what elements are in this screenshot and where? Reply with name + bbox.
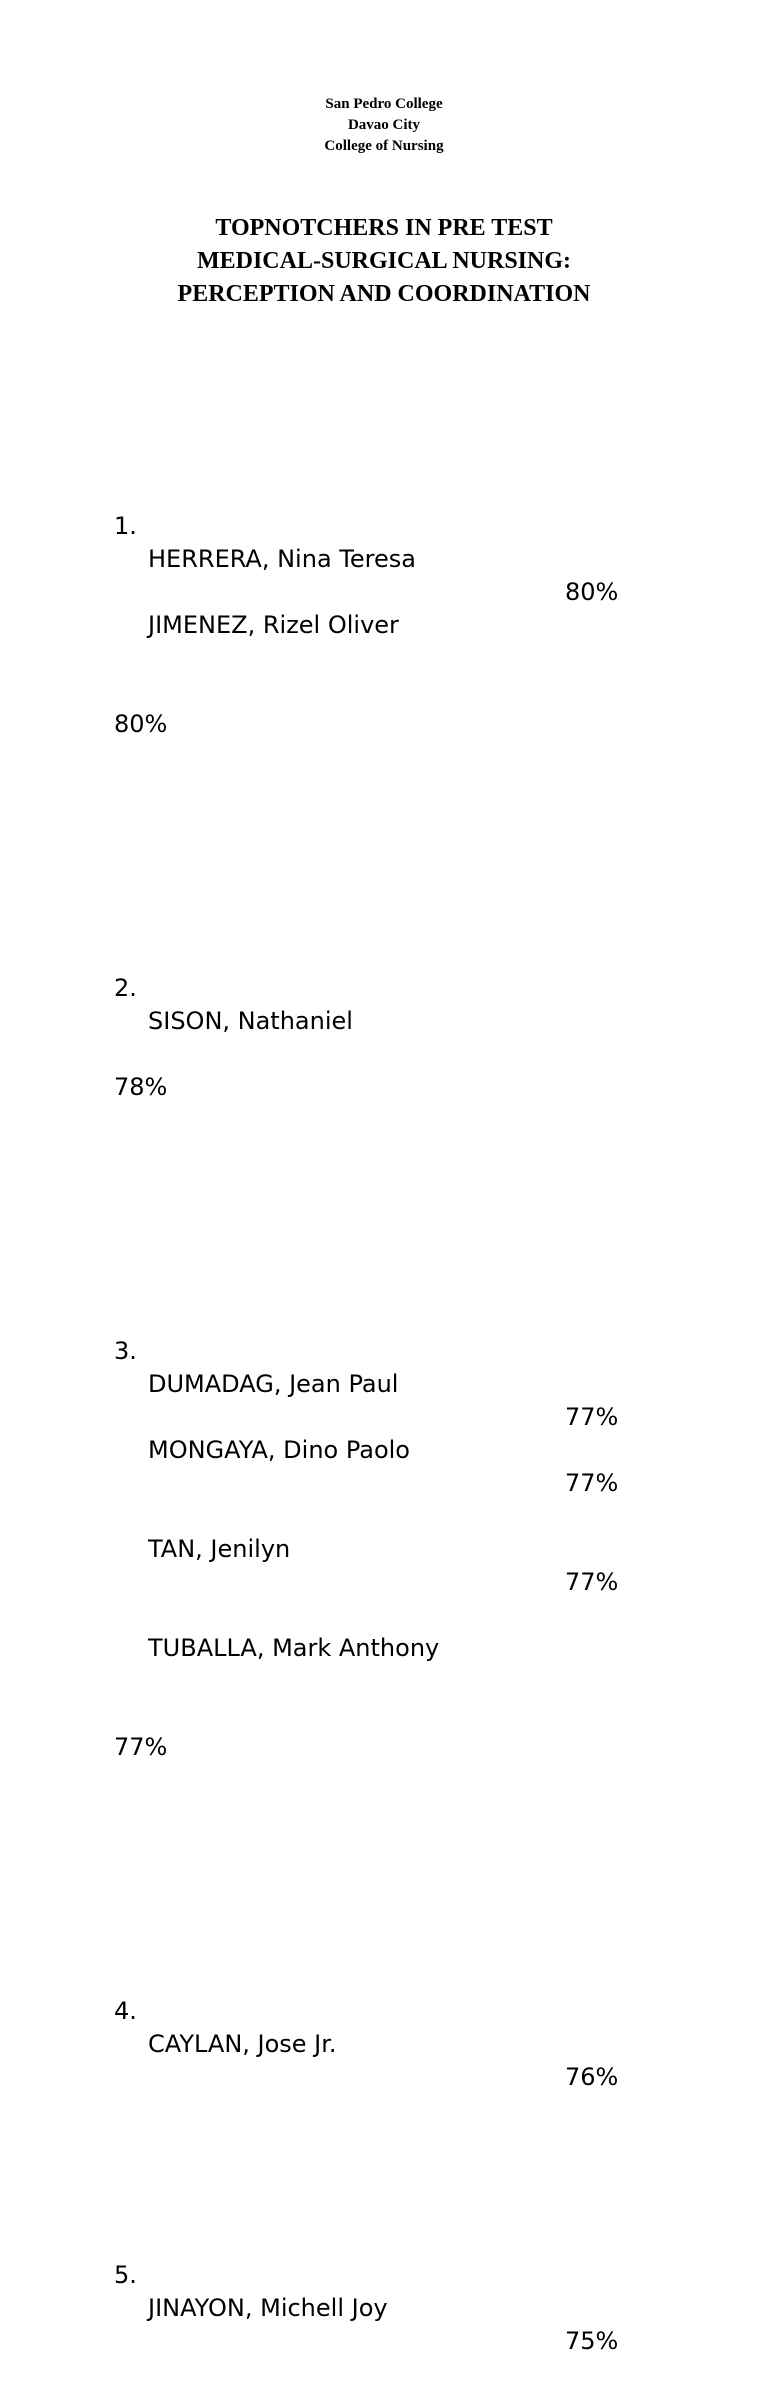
student-score: 75%: [565, 2327, 619, 2355]
student-score: 77%: [565, 1469, 619, 1497]
list-item: [114, 1962, 674, 2091]
list-item: [114, 1599, 674, 1662]
list-item: [114, 1500, 674, 1596]
college-name: College of Nursing: [324, 138, 444, 154]
student-name: JIMENEZ, Rizel Oliver: [148, 611, 399, 639]
student-name: SISON, Nathaniel: [148, 1007, 353, 1035]
student-score: 80%: [565, 578, 619, 606]
rank-number: 3.: [114, 1337, 137, 1365]
list-item: [114, 576, 674, 639]
document-title: [0, 212, 768, 311]
school-header: [0, 94, 768, 157]
list-item-wrapped-score: [114, 1698, 674, 1761]
student-name: MONGAYA, Dino Paolo: [148, 1436, 410, 1464]
rank-number: 5.: [114, 2261, 137, 2289]
list-item: [114, 1401, 674, 1497]
student-score: 76%: [565, 2063, 619, 2091]
list-item-wrapped-score: [114, 1038, 674, 1101]
student-name: HERRERA, Nina Teresa: [148, 545, 416, 573]
list-item: [114, 2226, 674, 2355]
student-score: 77%: [565, 1568, 619, 1596]
student-name: CAYLAN, Jose Jr.: [148, 2030, 337, 2058]
rank-number: 4.: [114, 1997, 137, 2025]
title-line-2: MEDICAL-SURGICAL NURSING:: [196, 248, 572, 274]
rank-number: 2.: [114, 974, 137, 1002]
list-item: [114, 1302, 674, 1431]
school-name: San Pedro College: [325, 96, 443, 112]
list-item: [114, 477, 674, 606]
student-score: 77%: [565, 1403, 619, 1431]
student-score: 80%: [114, 710, 168, 738]
student-name: TAN, Jenilyn: [148, 1535, 291, 1563]
student-name: DUMADAG, Jean Paul: [148, 1370, 399, 1398]
list-item-wrapped-score: [114, 675, 674, 738]
rank-number: 1.: [114, 512, 137, 540]
title-line-1: TOPNOTCHERS IN PRE TEST: [215, 215, 553, 241]
student-score: 77%: [114, 1733, 168, 1761]
topnotchers-list: [114, 378, 674, 2355]
student-name: JINAYON, Michell Joy: [148, 2294, 388, 2322]
student-name: TUBALLA, Mark Anthony: [148, 1634, 440, 1662]
list-item: [114, 939, 674, 1035]
school-location: Davao City: [347, 117, 421, 133]
student-score: 78%: [114, 1073, 168, 1101]
title-line-3: PERCEPTION AND COORDINATION: [177, 281, 591, 307]
